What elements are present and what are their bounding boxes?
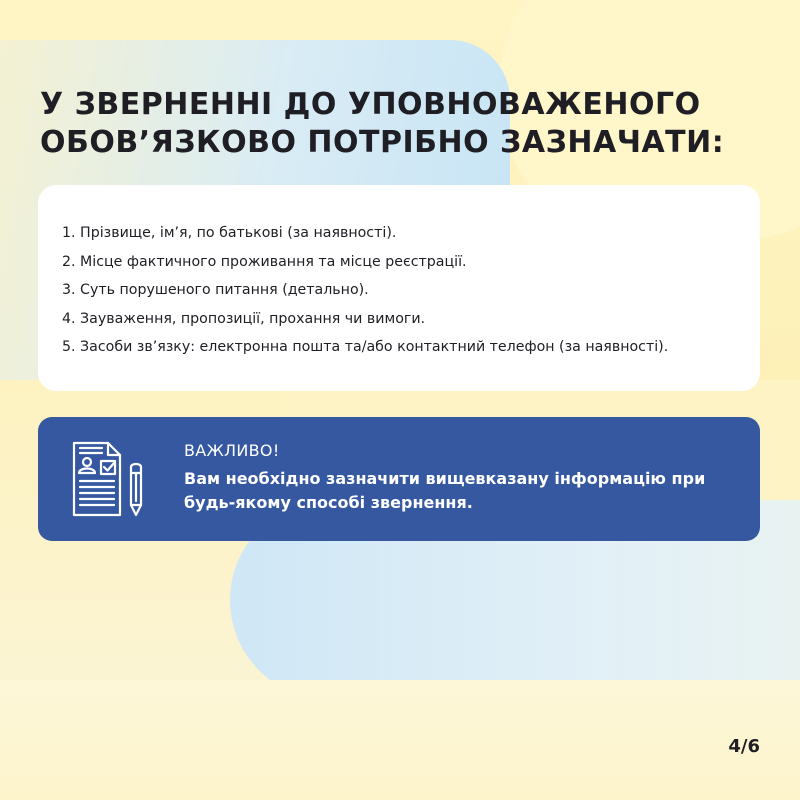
page-counter: 4/6	[728, 736, 760, 757]
list-item: 2. Місце фактичного проживання та місце реєстрації.	[62, 253, 467, 270]
important-notice-card	[38, 417, 760, 541]
background-bottom	[0, 680, 800, 800]
list-item: 3. Суть порушеного питання (детально).	[62, 282, 369, 298]
document-form-pencil-icon	[68, 439, 160, 521]
list-item: 5. Засоби зв’язку: електронна пошта та/або контактний телефон (за наявності).	[62, 339, 669, 355]
list-item: 1. Прізвище, ім’я, по батькові (за наявності).	[62, 225, 397, 241]
requirements-card	[38, 185, 760, 391]
requirements-list	[38, 185, 760, 362]
page-title: У ЗВЕРНЕННІ ДО УПОВНОВАЖЕНОГО ОБОВ’ЯЗКОВО ПОТРІБНО ЗАЗНАЧАТИ:	[40, 87, 725, 160]
list-item: 4. Зауваження, пропозиції, прохання чи вимоги.	[62, 310, 426, 327]
notice-heading: ВАЖЛИВО!	[184, 441, 280, 460]
notice-body: Вам необхідно зазначити вищевказану інформацію при будь-якому способі звернення.	[184, 469, 706, 512]
